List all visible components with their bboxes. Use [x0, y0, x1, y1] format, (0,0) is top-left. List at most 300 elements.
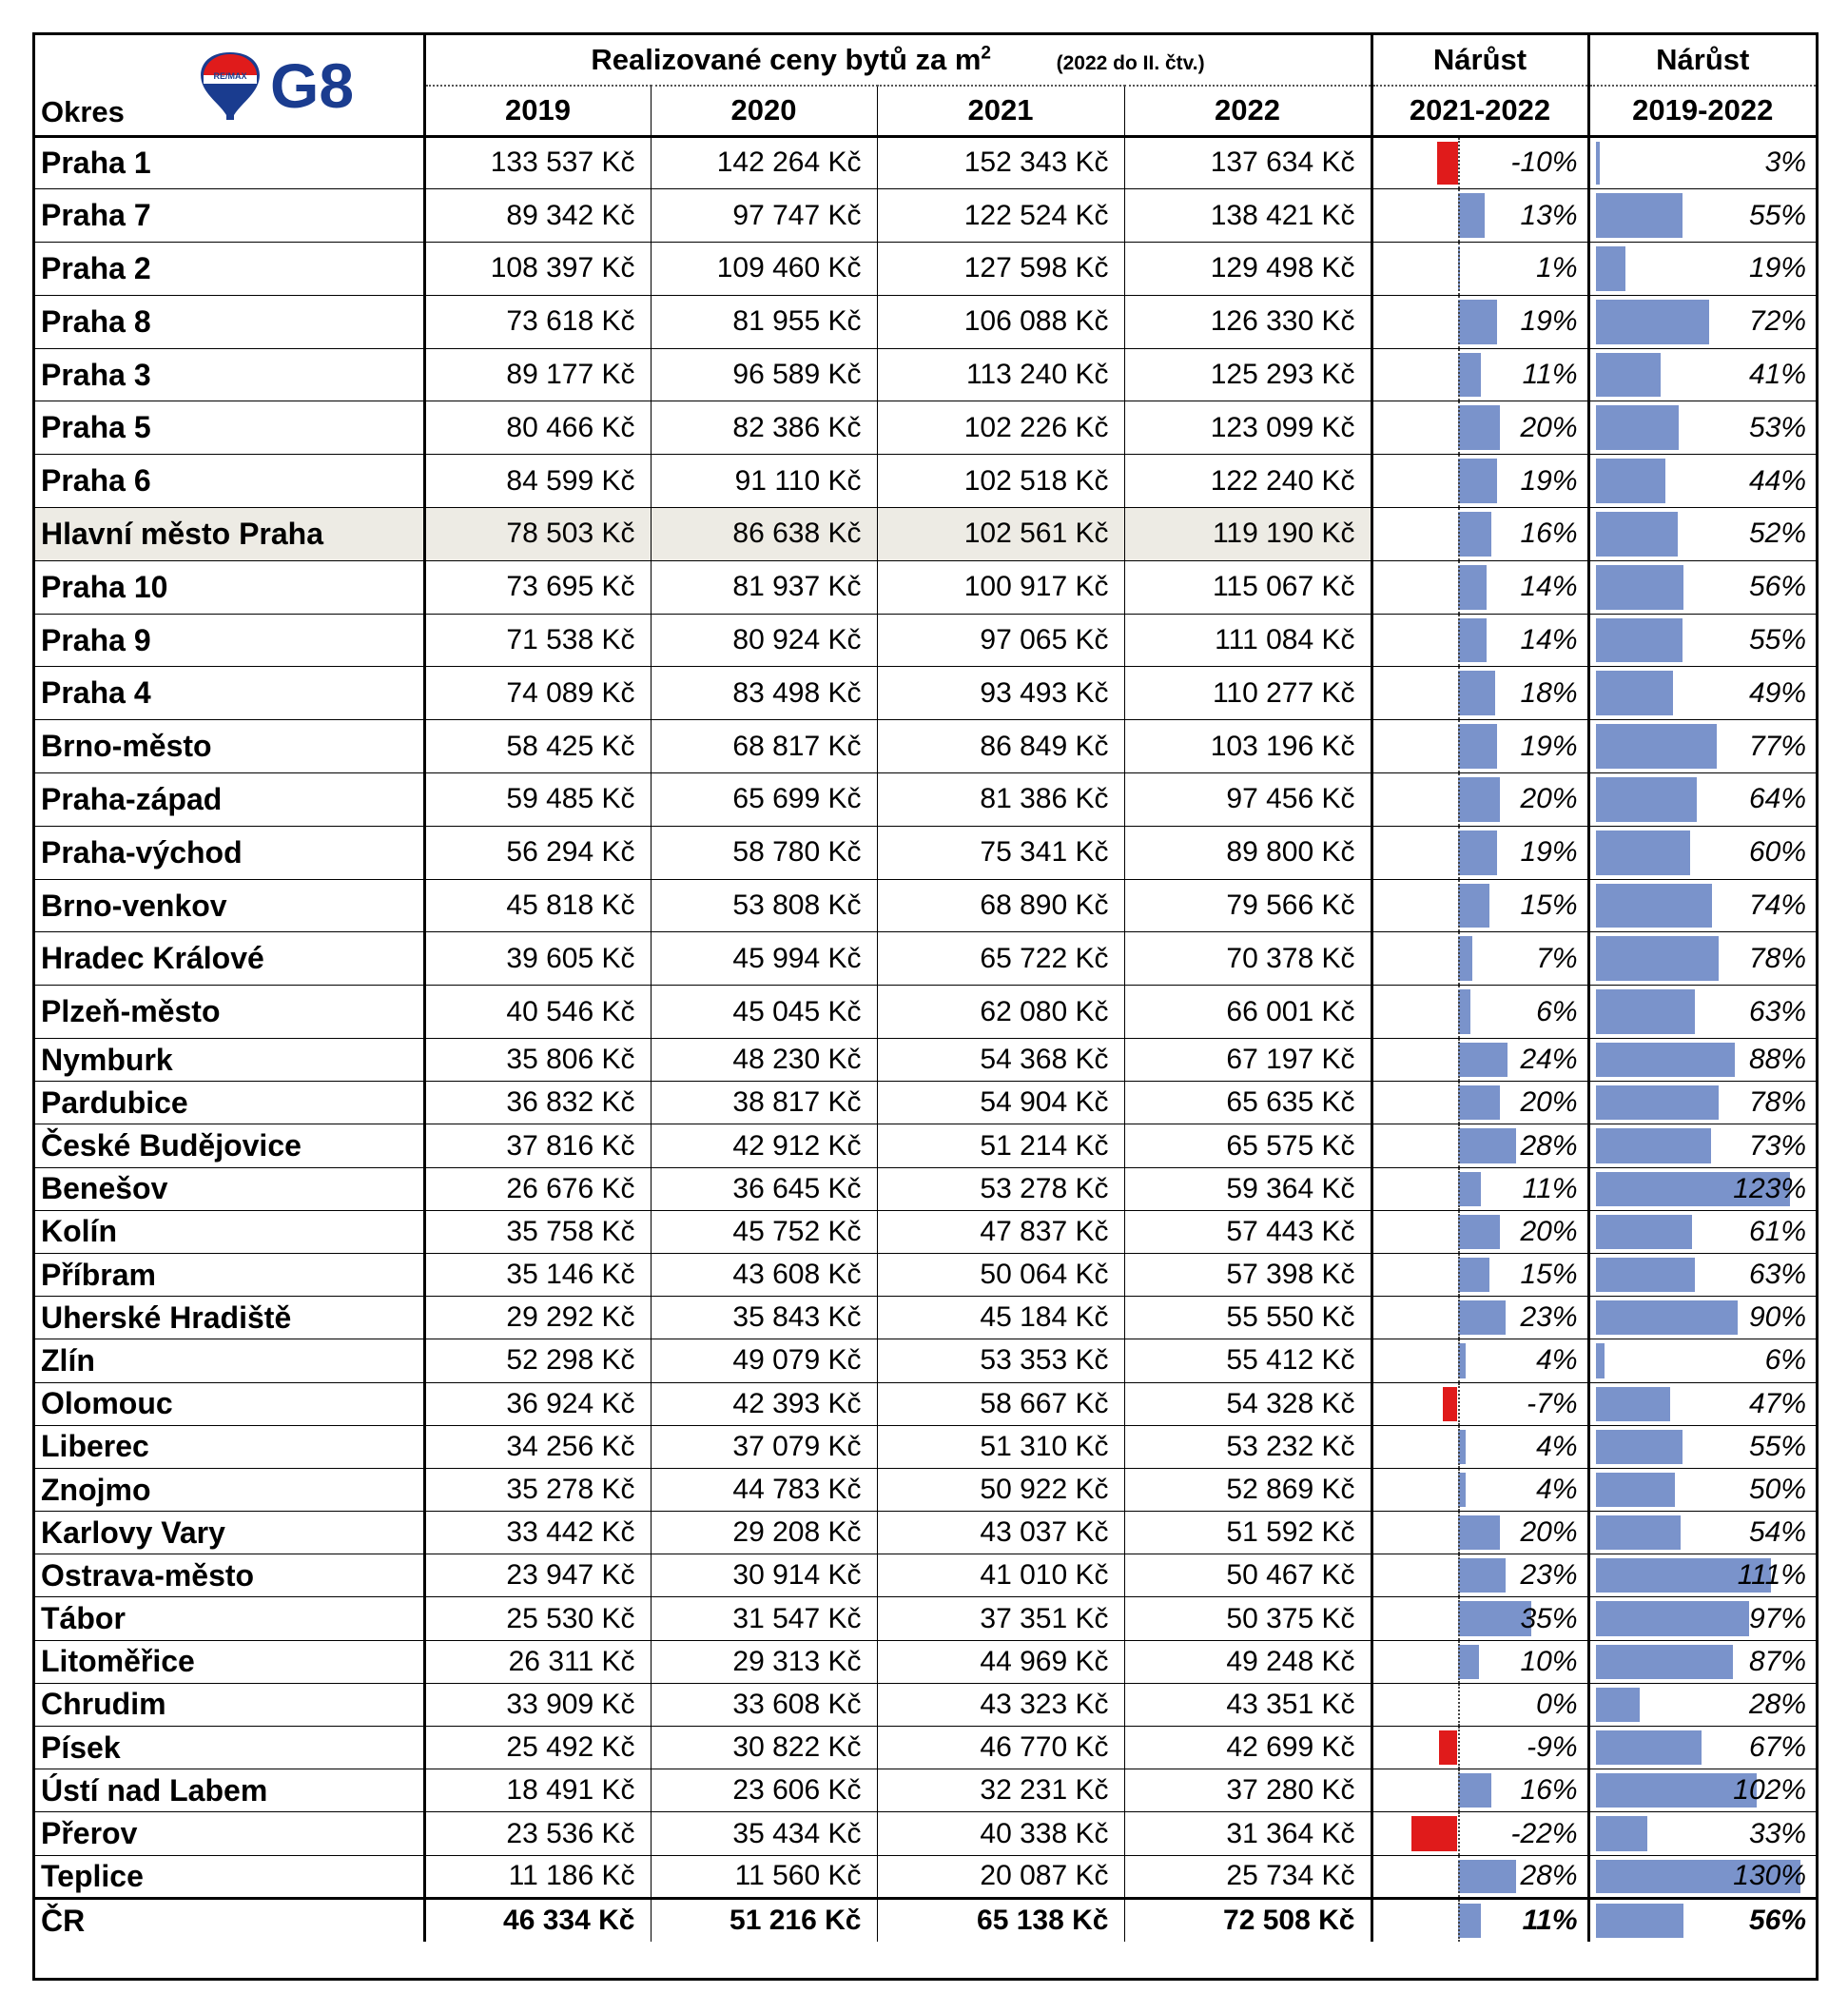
growth-2019-2022	[1588, 1512, 1816, 1554]
table-row	[35, 560, 1816, 614]
okres-name: Příbram	[35, 1253, 424, 1296]
growth-2019-2022	[1588, 455, 1816, 508]
price-2021: 113 240 Kč	[877, 348, 1124, 401]
growth-2019-2022-label: 78%	[1748, 1086, 1806, 1119]
price-2020: 23 606 Kč	[651, 1769, 877, 1812]
price-2020: 58 780 Kč	[651, 826, 877, 879]
price-2020: 37 079 Kč	[651, 1425, 877, 1468]
table-row	[35, 773, 1816, 827]
price-2019: 33 909 Kč	[424, 1683, 651, 1726]
growth-2021-2022-axis	[1458, 1900, 1460, 1943]
price-2019: 37 816 Kč	[424, 1124, 651, 1167]
growth-2021-2022-axis	[1458, 667, 1460, 719]
growth-2019-2022	[1588, 1082, 1816, 1124]
price-2021: 44 969 Kč	[877, 1640, 1124, 1683]
price-2019: 36 924 Kč	[424, 1382, 651, 1425]
price-2022: 79 566 Kč	[1124, 879, 1371, 932]
growth-2019-2022-bar	[1596, 459, 1665, 503]
price-2019: 74 089 Kč	[424, 667, 651, 720]
price-2021: 93 493 Kč	[877, 667, 1124, 720]
okres-name: Liberec	[35, 1425, 424, 1468]
price-2022: 31 364 Kč	[1124, 1812, 1371, 1855]
growth-2021-2022-bar	[1458, 565, 1488, 610]
growth-2019-2022-label: 78%	[1748, 942, 1806, 974]
table-row	[35, 1425, 1816, 1468]
okres-name: Přerov	[35, 1812, 424, 1855]
okres-name: Praha 1	[35, 136, 424, 189]
table-row	[35, 826, 1816, 879]
price-2022: 50 375 Kč	[1124, 1597, 1371, 1640]
price-2022: 119 190 Kč	[1124, 508, 1371, 561]
price-2021: 40 338 Kč	[877, 1812, 1124, 1855]
growth-2021-2022	[1371, 1382, 1588, 1425]
okres-header: Okres	[41, 94, 125, 128]
growth-2021-2022-axis	[1458, 349, 1460, 401]
growth-2021-2022-label: 35%	[1520, 1602, 1578, 1634]
price-2019: 26 676 Kč	[424, 1167, 651, 1210]
growth-2021-2022-axis	[1458, 243, 1460, 295]
growth-2019-2022	[1588, 1297, 1816, 1339]
okres-name: Hradec Králové	[35, 932, 424, 986]
okres-name: Praha 8	[35, 295, 424, 348]
growth-2019-2022-label: 55%	[1748, 1430, 1806, 1462]
growth-2021-2022-axis	[1458, 1512, 1460, 1554]
table-row	[35, 1124, 1816, 1167]
price-title-cell	[424, 35, 1371, 86]
price-2022: 67 197 Kč	[1124, 1039, 1371, 1082]
growth-2019-2022-bar	[1596, 1730, 1702, 1765]
table-row	[35, 1382, 1816, 1425]
table-row	[35, 455, 1816, 508]
price-2019: 39 605 Kč	[424, 932, 651, 986]
price-2021: 102 561 Kč	[877, 508, 1124, 561]
price-2019: 11 186 Kč	[424, 1855, 651, 1898]
price-2021: 58 667 Kč	[877, 1382, 1124, 1425]
growth-2021-2022-bar	[1458, 1300, 1507, 1335]
growth-2019-2022	[1588, 560, 1816, 614]
table-row	[35, 1554, 1816, 1597]
price-2022: 37 280 Kč	[1124, 1769, 1371, 1812]
growth-2019-2022	[1588, 1855, 1816, 1898]
growth-2021-2022	[1371, 1297, 1588, 1339]
growth-2021-2022-bar	[1458, 1258, 1489, 1292]
price-2020: 11 560 Kč	[651, 1855, 877, 1898]
price-2020: 44 783 Kč	[651, 1468, 877, 1511]
price-2022: 65 635 Kč	[1124, 1082, 1371, 1124]
growth-2021-2022-axis	[1458, 615, 1460, 667]
okres-name: Písek	[35, 1727, 424, 1769]
growth-2019-2022-bar	[1596, 1085, 1719, 1120]
price-2021: 102 518 Kč	[877, 455, 1124, 508]
price-2021: 50 064 Kč	[877, 1253, 1124, 1296]
price-2021: 51 214 Kč	[877, 1124, 1124, 1167]
price-2022: 49 248 Kč	[1124, 1640, 1371, 1683]
price-title-sup: 2	[981, 43, 991, 64]
growth-2021-2022	[1371, 243, 1588, 296]
growth-2019-2022	[1588, 401, 1816, 455]
growth-2019-2022-bar	[1596, 1473, 1675, 1507]
okres-name: Praha 5	[35, 401, 424, 455]
growth-2021-2022	[1371, 348, 1588, 401]
price-2019: 133 537 Kč	[424, 136, 651, 189]
growth-2019-2022-bar	[1596, 142, 1601, 186]
growth-2019-2022-label: 60%	[1748, 836, 1806, 869]
growth-2021-2022-bar	[1411, 1816, 1457, 1850]
price-2021: 62 080 Kč	[877, 986, 1124, 1039]
price-2022: 123 099 Kč	[1124, 401, 1371, 455]
price-2019: 59 485 Kč	[424, 773, 651, 827]
table-row	[35, 348, 1816, 401]
price-2020: 42 912 Kč	[651, 1124, 877, 1167]
okres-name: Praha 9	[35, 614, 424, 667]
okres-name: ČR	[35, 1898, 424, 1942]
growth-2021-2022-bar	[1458, 884, 1489, 928]
okres-name: Karlovy Vary	[35, 1512, 424, 1554]
growth-2021-2022-label: 14%	[1520, 624, 1578, 656]
growth-2021-2022	[1371, 667, 1588, 720]
growth-2021-2022-label: 23%	[1520, 1559, 1578, 1592]
growth-2019-2022-label: 28%	[1748, 1688, 1806, 1720]
price-2020: 91 110 Kč	[651, 455, 877, 508]
price-2022: 111 084 Kč	[1124, 614, 1371, 667]
price-2021: 53 278 Kč	[877, 1167, 1124, 1210]
okres-name: Praha 6	[35, 455, 424, 508]
growth-2019-2022-label: 53%	[1748, 411, 1806, 443]
growth-2021-2022-bar	[1458, 1773, 1491, 1808]
price-2020: 35 434 Kč	[651, 1812, 877, 1855]
growth-2021-2022-label: 4%	[1536, 1474, 1578, 1506]
price-2020: 96 589 Kč	[651, 348, 877, 401]
price-2020: 48 230 Kč	[651, 1039, 877, 1082]
price-2020: 36 645 Kč	[651, 1167, 877, 1210]
price-2022: 103 196 Kč	[1124, 720, 1371, 773]
table-row	[35, 879, 1816, 932]
growth-2021-2022-axis	[1458, 986, 1460, 1038]
growth-2021-2022	[1371, 1082, 1588, 1124]
growth-2021-2022-axis	[1458, 1597, 1460, 1639]
growth-2019-2022-bar	[1596, 1258, 1696, 1292]
growth-2021-2022	[1371, 1855, 1588, 1898]
growth-2021-2022	[1371, 136, 1588, 189]
growth-2021-2022-bar	[1458, 1860, 1517, 1893]
growth-2021-2022-axis	[1458, 1426, 1460, 1468]
growth-2019-2022-bar	[1596, 1343, 1605, 1378]
growth-2019-2022	[1588, 1210, 1816, 1253]
growth-2019-2022-label: 73%	[1748, 1129, 1806, 1162]
growth-2021-2022-bar	[1458, 1043, 1508, 1077]
price-2020: 142 264 Kč	[651, 136, 877, 189]
price-2020: 45 045 Kč	[651, 986, 877, 1039]
price-2020: 45 752 Kč	[651, 1210, 877, 1253]
growth-2021-2022-axis	[1458, 1469, 1460, 1511]
growth-2021-2022-label: 20%	[1520, 411, 1578, 443]
growth-2019-2022-label: 77%	[1748, 730, 1806, 762]
growth-2019-2022-bar	[1596, 1904, 1684, 1939]
growth-2021-2022	[1371, 1640, 1588, 1683]
growth-2019-2022-label: 55%	[1748, 199, 1806, 231]
growth-2021-2022-bar	[1437, 142, 1458, 186]
price-2022: 97 456 Kč	[1124, 773, 1371, 827]
growth-2019-2022-label: 52%	[1748, 518, 1806, 550]
growth-2019-2022-label: 111%	[1737, 1559, 1806, 1592]
price-2020: 30 822 Kč	[651, 1727, 877, 1769]
okres-name: České Budějovice	[35, 1124, 424, 1167]
growth-2019-2022	[1588, 1597, 1816, 1640]
growth-2021-2022-label: 0%	[1536, 1688, 1578, 1720]
price-2020: 68 817 Kč	[651, 720, 877, 773]
growth-2021-2022-axis	[1458, 455, 1460, 507]
growth-2021-2022	[1371, 879, 1588, 932]
price-2020: 38 817 Kč	[651, 1082, 877, 1124]
growth-2021-2022-axis	[1458, 296, 1460, 348]
growth-2019-2022-label: 56%	[1748, 1905, 1806, 1937]
price-2021: 75 341 Kč	[877, 826, 1124, 879]
price-2022: 66 001 Kč	[1124, 986, 1371, 1039]
growth-2021-2022-bar	[1458, 724, 1498, 769]
table-row	[35, 295, 1816, 348]
okres-name: Praha 7	[35, 189, 424, 243]
growth-2021-2022-axis	[1458, 1641, 1460, 1683]
growth-2021-2022-label: 18%	[1520, 676, 1578, 709]
growth-2019-2022	[1588, 348, 1816, 401]
growth-2021-2022-label: 16%	[1520, 518, 1578, 550]
price-2019: 34 256 Kč	[424, 1425, 651, 1468]
okres-name: Benešov	[35, 1167, 424, 1210]
table-row	[35, 1468, 1816, 1511]
growth-2021-2022	[1371, 773, 1588, 827]
price-2020: 29 208 Kč	[651, 1512, 877, 1554]
price-2021: 102 226 Kč	[877, 401, 1124, 455]
growth-2021-2022-label: 24%	[1520, 1044, 1578, 1076]
year-header-2020: 2020	[651, 86, 877, 136]
price-2019: 23 947 Kč	[424, 1554, 651, 1597]
price-2022: 55 412 Kč	[1124, 1339, 1371, 1382]
growth-2019-2022	[1588, 1425, 1816, 1468]
growth-2019-2022	[1588, 1039, 1816, 1082]
okres-name: Hlavní město Praha	[35, 508, 424, 561]
growth-2021-2022-label: 7%	[1536, 942, 1578, 974]
growth-2019-2022	[1588, 1727, 1816, 1769]
growth-2021-2022-bar	[1458, 512, 1491, 557]
growth-2019-2022-bar	[1596, 1387, 1670, 1421]
growth-2021-2022-label: 6%	[1536, 995, 1578, 1027]
growth-2021-2022-bar	[1439, 1730, 1458, 1765]
growth-2019-2022-label: 56%	[1748, 571, 1806, 603]
price-2020: 42 393 Kč	[651, 1382, 877, 1425]
okres-name: Uherské Hradiště	[35, 1297, 424, 1339]
table-row	[35, 136, 1816, 189]
price-2022: 122 240 Kč	[1124, 455, 1371, 508]
price-2019: 35 146 Kč	[424, 1253, 651, 1296]
growth-2019-2022-label: 74%	[1748, 889, 1806, 922]
okres-name: Praha 4	[35, 667, 424, 720]
price-2022: 110 277 Kč	[1124, 667, 1371, 720]
table-row	[35, 1597, 1816, 1640]
growth-2019-2022-label: 47%	[1748, 1387, 1806, 1419]
table-row	[35, 1210, 1816, 1253]
growth-2019-2022-bar	[1596, 1300, 1738, 1335]
price-2021: 43 323 Kč	[877, 1683, 1124, 1726]
price-2022: 129 498 Kč	[1124, 243, 1371, 296]
price-2019: 46 334 Kč	[424, 1898, 651, 1942]
table-row	[35, 1727, 1816, 1769]
growth-2019-2022-bar	[1596, 1515, 1682, 1550]
growth-2019-2022-label: 123%	[1733, 1172, 1806, 1204]
growth-2021-2022	[1371, 1468, 1588, 1511]
growth-2021-2022-axis	[1458, 1124, 1460, 1166]
growth-2019-2022-bar	[1596, 512, 1678, 557]
price-2019: 52 298 Kč	[424, 1339, 651, 1382]
growth-2021-2022-axis	[1458, 138, 1460, 189]
growth-2021-2022-axis	[1458, 401, 1460, 454]
price-2020: 81 937 Kč	[651, 560, 877, 614]
growth-2021-2022-bar	[1458, 1645, 1479, 1679]
growth-2021-2022-axis	[1458, 508, 1460, 560]
price-2021: 53 353 Kč	[877, 1339, 1124, 1382]
price-2019: 25 530 Kč	[424, 1597, 651, 1640]
growth-2019-2022-bar	[1596, 1430, 1683, 1464]
price-title: Realizované ceny bytů za m	[591, 43, 982, 76]
price-2020: 31 547 Kč	[651, 1597, 877, 1640]
price-2020: 33 608 Kč	[651, 1683, 877, 1726]
price-2019: 84 599 Kč	[424, 455, 651, 508]
growth-2021-2022	[1371, 1425, 1588, 1468]
price-2019: 40 546 Kč	[424, 986, 651, 1039]
okres-name: Praha 10	[35, 560, 424, 614]
growth-2021-2022	[1371, 1727, 1588, 1769]
year-header-2021: 2021	[877, 86, 1124, 136]
price-2021: 45 184 Kč	[877, 1297, 1124, 1339]
growth-2021-2022-bar	[1458, 936, 1472, 981]
growth-2021-2022	[1371, 1512, 1588, 1554]
price-2021: 41 010 Kč	[877, 1554, 1124, 1597]
growth-2019-2022-bar	[1596, 936, 1719, 981]
growth-2019-2022	[1588, 932, 1816, 986]
growth-2021-2022-bar	[1458, 405, 1500, 450]
table-row	[35, 243, 1816, 296]
table-row	[35, 986, 1816, 1039]
okres-name: Litoměřice	[35, 1640, 424, 1683]
growth-2021-2022	[1371, 189, 1588, 243]
okres-name: Plzeň-město	[35, 986, 424, 1039]
okres-name: Teplice	[35, 1855, 424, 1898]
price-2021: 32 231 Kč	[877, 1769, 1124, 1812]
growth-2021-2022-axis	[1458, 773, 1460, 826]
price-2020: 86 638 Kč	[651, 508, 877, 561]
growth-2021-2022-axis	[1458, 1554, 1460, 1596]
growth-2021-2022-label: -7%	[1527, 1387, 1578, 1419]
growth-2021-2022-axis	[1458, 880, 1460, 932]
price-table-frame	[32, 32, 1819, 1981]
growth-2019-2022-bar	[1596, 618, 1683, 663]
growth-2021-2022-bar	[1458, 777, 1500, 822]
okres-name: Znojmo	[35, 1468, 424, 1511]
table-row	[35, 720, 1816, 773]
growth-2019-2022	[1588, 295, 1816, 348]
growth-2021-2022-label: 28%	[1520, 1129, 1578, 1162]
growth-2019-2022-label: 63%	[1748, 1259, 1806, 1291]
okres-name: Brno-venkov	[35, 879, 424, 932]
growth-2021-2022-bar	[1458, 193, 1486, 238]
growth-2021-2022-bar	[1458, 459, 1498, 503]
price-2019: 29 292 Kč	[424, 1297, 651, 1339]
growth-2019-2022-label: 102%	[1733, 1774, 1806, 1807]
price-2020: 30 914 Kč	[651, 1554, 877, 1597]
table-row	[35, 189, 1816, 243]
price-table	[35, 35, 1816, 1942]
price-2020: 49 079 Kč	[651, 1339, 877, 1382]
growth-2019-2022-label: 130%	[1733, 1860, 1806, 1892]
price-2020: 80 924 Kč	[651, 614, 877, 667]
okres-name: Chrudim	[35, 1683, 424, 1726]
growth-2019-2022-bar	[1596, 193, 1683, 238]
price-2019: 89 342 Kč	[424, 189, 651, 243]
price-2021: 54 368 Kč	[877, 1039, 1124, 1082]
price-2022: 43 351 Kč	[1124, 1683, 1371, 1726]
growth-2019-2022-label: 97%	[1748, 1602, 1806, 1634]
price-2022: 65 575 Kč	[1124, 1124, 1371, 1167]
table-body	[35, 136, 1816, 1942]
price-2019: 45 818 Kč	[424, 879, 651, 932]
okres-name: Praha 2	[35, 243, 424, 296]
price-2022: 72 508 Kč	[1124, 1898, 1371, 1942]
growth-2021-2022	[1371, 1253, 1588, 1296]
growth-2019-2022	[1588, 1812, 1816, 1855]
price-2020: 83 498 Kč	[651, 667, 877, 720]
growth-2021-2022	[1371, 295, 1588, 348]
table-row	[35, 1769, 1816, 1812]
growth-2021-2022-label: 15%	[1520, 889, 1578, 922]
price-note: (2022 do II. čtv.)	[1056, 52, 1205, 74]
growth-2021-2022-bar	[1458, 1172, 1481, 1206]
growth-2021-2022-bar	[1458, 353, 1481, 398]
growth-2021-2022	[1371, 1210, 1588, 1253]
price-2021: 65 138 Kč	[877, 1898, 1124, 1942]
growth-2021-2022-bar	[1458, 1128, 1517, 1163]
growth-2019-2022	[1588, 136, 1816, 189]
table-row	[35, 667, 1816, 720]
growth-2021-2022-bar	[1443, 1387, 1457, 1421]
table-row	[35, 508, 1816, 561]
growth-2019-2022	[1588, 1640, 1816, 1683]
price-2022: 137 634 Kč	[1124, 136, 1371, 189]
price-2022: 138 421 Kč	[1124, 189, 1371, 243]
growth-2019-2022	[1588, 1554, 1816, 1597]
growth-2021-2022	[1371, 1167, 1588, 1210]
table-row	[35, 401, 1816, 455]
growth1-title: Nárůst	[1371, 35, 1588, 86]
growth-2021-2022-label: 19%	[1520, 836, 1578, 869]
growth1-period: 2021-2022	[1371, 86, 1588, 136]
growth-2021-2022-label: 4%	[1536, 1344, 1578, 1377]
growth-2021-2022-axis	[1458, 561, 1460, 614]
price-2019: 71 538 Kč	[424, 614, 651, 667]
growth-2021-2022	[1371, 455, 1588, 508]
table-row	[35, 614, 1816, 667]
okres-name: Zlín	[35, 1339, 424, 1382]
price-2019: 56 294 Kč	[424, 826, 651, 879]
growth-2021-2022-label: 19%	[1520, 730, 1578, 762]
price-2022: 52 869 Kč	[1124, 1468, 1371, 1511]
price-2020: 35 843 Kč	[651, 1297, 877, 1339]
growth-2021-2022-label: 13%	[1520, 199, 1578, 231]
price-2019: 80 466 Kč	[424, 401, 651, 455]
logo-brand-text: RE/MAX	[213, 71, 247, 81]
growth-2021-2022	[1371, 1812, 1588, 1855]
price-2021: 86 849 Kč	[877, 720, 1124, 773]
growth-2019-2022	[1588, 1339, 1816, 1382]
growth-2021-2022-axis	[1458, 1168, 1460, 1210]
